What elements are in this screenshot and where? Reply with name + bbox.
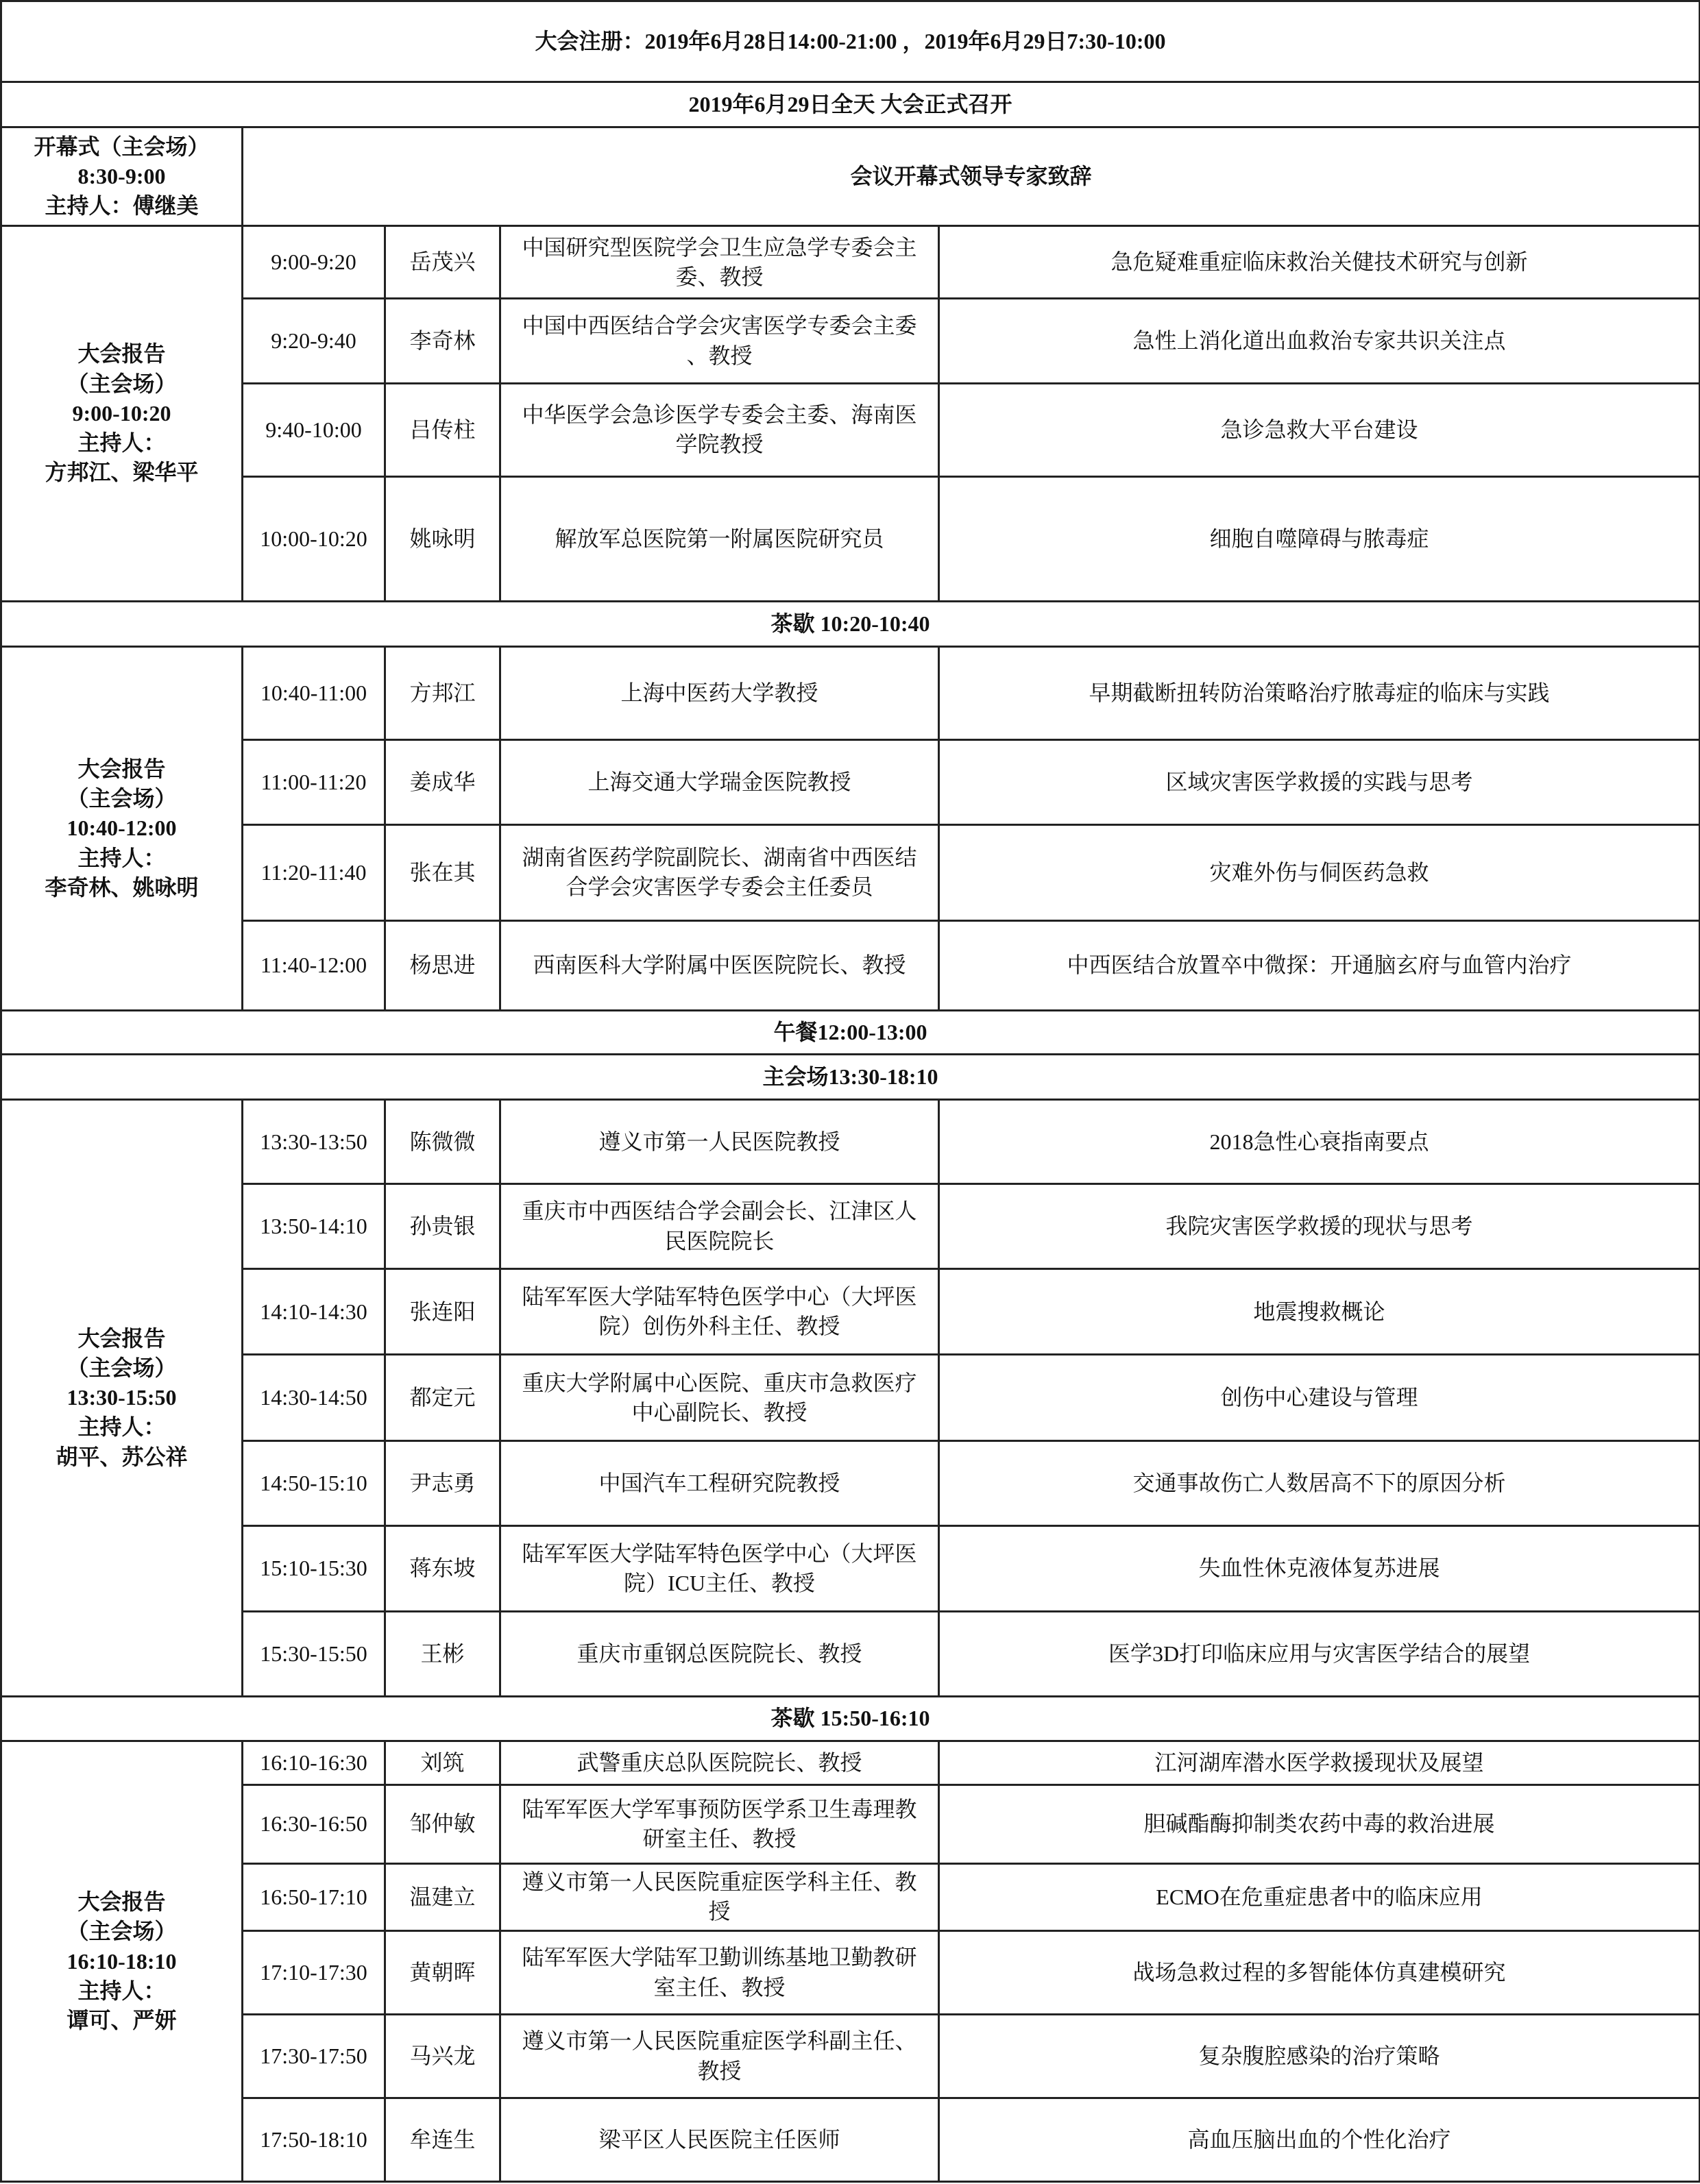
talk-time: 15:10-15:30 — [243, 1525, 385, 1612]
talk-speaker: 杨思进 — [385, 920, 500, 1011]
talk-speaker: 黄朝晖 — [385, 1931, 500, 2015]
talk-affiliation — [500, 1612, 939, 1697]
talk-time: 17:30-17:50 — [243, 2014, 385, 2098]
text-line: 湖南省医药学院副院长、湖南省中西医结 — [522, 845, 917, 870]
talk-time: 9:00-9:20 — [243, 226, 385, 299]
talk-speaker: 尹志勇 — [385, 1441, 500, 1526]
talk-row — [1, 646, 1700, 740]
text-line: 大会报告 — [77, 1325, 166, 1351]
text-line: 陆军军医大学陆军卫勤训练基地卫勤教研 — [522, 1945, 917, 1970]
talk-time: 14:30-14:50 — [243, 1355, 385, 1441]
talk-row — [1, 1612, 1700, 1697]
talk-affiliation — [500, 824, 939, 920]
text-line: 西南医科大学附属中医医院院长、教授 — [533, 953, 906, 978]
text-line: 学院教授 — [675, 432, 764, 457]
talk-affiliation — [500, 1184, 939, 1269]
talk-speaker: 温建立 — [385, 1863, 500, 1931]
talk-title: 失血性休克液体复苏进展 — [939, 1525, 1700, 1612]
text-line: 合学会灾害医学专委会主任委员 — [566, 874, 873, 900]
talk-affiliation — [500, 2014, 939, 2098]
talk-speaker: 刘筑 — [385, 1741, 500, 1785]
text-line: 大会报告 — [77, 756, 166, 781]
talk-time: 14:50-15:10 — [243, 1441, 385, 1526]
text-line: 中国中西医结合学会灾害医学专委会主委 — [522, 313, 917, 339]
talk-time: 13:30-13:50 — [243, 1099, 385, 1184]
talk-title: 高血压脑出血的个性化治疗 — [939, 2098, 1700, 2182]
text-line: 陆军军医大学军事预防医学系卫生毒理教 — [522, 1796, 917, 1821]
talk-time: 9:40-10:00 — [243, 383, 385, 476]
text-line: 胡平、苏公祥 — [56, 1444, 188, 1469]
talk-affiliation — [500, 1931, 939, 2015]
talk-speaker: 牟连生 — [385, 2098, 500, 2182]
talk-speaker: 蒋东坡 — [385, 1525, 500, 1612]
talk-title: ECMO在危重症患者中的临床应用 — [939, 1863, 1700, 1931]
talk-affiliation — [500, 646, 939, 740]
talk-row — [1, 226, 1700, 299]
day-title-banner: 2019年6月29日全天 大会正式召开 — [1, 82, 1700, 127]
talk-time: 9:20-9:40 — [243, 299, 385, 384]
text-line: 上海中医药大学教授 — [620, 680, 818, 705]
talk-row — [1, 1184, 1700, 1269]
talk-row — [1, 920, 1700, 1011]
session-host-cell — [1, 226, 243, 602]
host-line: 主持人：傅继美 — [45, 193, 199, 219]
talk-title: 创伤中心建设与管理 — [939, 1355, 1700, 1441]
talk-speaker: 邹仲敏 — [385, 1785, 500, 1863]
text-line: 13:30-15:50 — [66, 1385, 177, 1410]
text-line: 上海交通大学瑞金医院教授 — [587, 770, 851, 795]
talk-time: 10:40-11:00 — [243, 646, 385, 740]
talk-affiliation — [500, 1355, 939, 1441]
session-host-cell — [1, 646, 243, 1011]
session-host-cell — [1, 1099, 243, 1696]
talk-title: 急性上消化道出血救治专家共识关注点 — [939, 299, 1700, 384]
break-row — [1, 1011, 1700, 1055]
talk-row — [1, 299, 1700, 384]
text-line: 中国研究型医院学会卫生应急学专委会主 — [522, 234, 917, 260]
break-row — [1, 1055, 1700, 1100]
text-line: 遵义市第一人民医院教授 — [598, 1129, 840, 1154]
text-line: 院）创伤外科主任、教授 — [598, 1314, 840, 1339]
talk-speaker: 岳茂兴 — [385, 226, 500, 299]
text-line: 10:40-12:00 — [66, 815, 177, 841]
registration-banner: 大会注册：2019年6月28日14:00-21:00 ，2019年6月29日7:30-10:00 — [1, 1, 1700, 82]
text-line: （主会场） — [66, 1355, 177, 1380]
talk-affiliation — [500, 1525, 939, 1612]
talk-row — [1, 383, 1700, 476]
talk-affiliation — [500, 226, 939, 299]
text-line: 陆军军医大学陆军特色医学中心（大坪医 — [522, 1284, 917, 1309]
talk-title: 灾难外伤与侗医药急救 — [939, 824, 1700, 920]
talk-speaker: 姜成华 — [385, 740, 500, 825]
talk-time: 17:50-18:10 — [243, 2098, 385, 2182]
talk-row — [1, 1931, 1700, 2015]
talk-speaker: 马兴龙 — [385, 2014, 500, 2098]
break-row — [1, 601, 1700, 646]
text-line: 中华医学会急诊医学专委会主委、海南医 — [522, 402, 917, 428]
registration-row — [1, 1, 1700, 82]
talk-title: 交通事故伤亡人数居高不下的原因分析 — [939, 1441, 1700, 1526]
talk-title: 我院灾害医学救援的现状与思考 — [939, 1184, 1700, 1269]
text-line: （主会场） — [66, 371, 177, 396]
break-row — [1, 1696, 1700, 1741]
text-line: 中心副院长、教授 — [631, 1399, 807, 1425]
talk-affiliation — [500, 1268, 939, 1355]
session-host-cell — [1, 1741, 243, 2182]
text-line: 委、教授 — [675, 264, 764, 289]
talk-title: 细胞自噬障碍与脓毒症 — [939, 476, 1700, 601]
talk-affiliation — [500, 740, 939, 825]
talk-speaker: 都定元 — [385, 1355, 500, 1441]
talk-row — [1, 740, 1700, 825]
talk-affiliation — [500, 1441, 939, 1526]
talk-affiliation — [500, 1785, 939, 1863]
text-line: 中国汽车工程研究院教授 — [598, 1470, 840, 1495]
text-line: 重庆市重钢总医院院长、教授 — [576, 1641, 862, 1666]
text-line: 授 — [708, 1899, 731, 1924]
talk-row — [1, 1863, 1700, 1931]
break-banner-lunch: 午餐12:00-13:00 — [1, 1011, 1700, 1055]
talk-row — [1, 824, 1700, 920]
text-line: 方邦江、梁华平 — [45, 460, 199, 485]
talk-affiliation — [500, 383, 939, 476]
break-banner-tea1: 茶歇 10:20-10:40 — [1, 601, 1700, 646]
talk-row — [1, 1525, 1700, 1612]
talk-row — [1, 1785, 1700, 1863]
talk-row — [1, 1741, 1700, 1785]
host-line: 开幕式（主会场） — [34, 134, 210, 159]
text-line: 遵义市第一人民医院重症医学科主任、教 — [522, 1869, 917, 1895]
talk-speaker: 李奇林 — [385, 299, 500, 384]
text-line: 民医院院长 — [664, 1228, 775, 1253]
text-line: 9:00-10:20 — [72, 400, 171, 426]
text-line: 谭可、严妍 — [66, 2008, 177, 2033]
talk-row — [1, 1268, 1700, 1355]
talk-title: 区域灾害医学救援的实践与思考 — [939, 740, 1700, 825]
talk-time: 13:50-14:10 — [243, 1184, 385, 1269]
talk-row — [1, 1099, 1700, 1184]
text-line: 大会报告 — [77, 1889, 166, 1915]
talk-speaker: 王彬 — [385, 1612, 500, 1697]
break-banner-tea2: 茶歇 15:50-16:10 — [1, 1696, 1700, 1741]
talk-time: 16:10-16:30 — [243, 1741, 385, 1785]
opening-host-cell — [1, 127, 243, 226]
talk-row — [1, 476, 1700, 601]
text-line: 重庆大学附属中心医院、重庆市急救医疗 — [522, 1370, 917, 1395]
text-line: （主会场） — [66, 786, 177, 811]
talk-title: 医学3D打印临床应用与灾害医学结合的展望 — [939, 1612, 1700, 1697]
opening-row — [1, 127, 1700, 226]
text-line: 、教授 — [686, 343, 753, 368]
text-line: 主持人： — [77, 1414, 166, 1440]
text-line: 室主任、教授 — [653, 1974, 786, 2000]
talk-title: 急诊急救大平台建设 — [939, 383, 1700, 476]
talk-speaker: 陈微微 — [385, 1099, 500, 1184]
talk-speaker: 张连阳 — [385, 1268, 500, 1355]
talk-time: 11:00-11:20 — [243, 740, 385, 825]
talk-time: 15:30-15:50 — [243, 1612, 385, 1697]
opening-content: 会议开幕式领导专家致辞 — [243, 127, 1700, 226]
talk-time: 17:10-17:30 — [243, 1931, 385, 2015]
text-line: 主持人： — [77, 430, 166, 456]
text-line: 研室主任、教授 — [642, 1826, 797, 1851]
talk-row — [1, 1441, 1700, 1526]
talk-row — [1, 2014, 1700, 2098]
talk-time: 10:00-10:20 — [243, 476, 385, 601]
talk-title: 急危疑难重症临床救治关健技术研究与创新 — [939, 226, 1700, 299]
talk-affiliation — [500, 299, 939, 384]
talk-speaker: 张在其 — [385, 824, 500, 920]
text-line: 主持人： — [77, 845, 166, 870]
talk-title: 中西医结合放置卒中微探：开通脑玄府与血管内治疗 — [939, 920, 1700, 1011]
text-line: 武警重庆总队医院院长、教授 — [576, 1750, 862, 1776]
day-title-row — [1, 82, 1700, 127]
break-banner-afternoon: 主会场13:30-18:10 — [1, 1055, 1700, 1100]
text-line: 解放军总医院第一附属医院研究员 — [555, 526, 884, 551]
talk-time: 11:40-12:00 — [243, 920, 385, 1011]
text-line: 陆军军医大学陆军特色医学中心（大坪医 — [522, 1541, 917, 1566]
talk-title: 复杂腹腔感染的治疗策略 — [939, 2014, 1700, 2098]
talk-speaker: 方邦江 — [385, 646, 500, 740]
talk-row — [1, 1355, 1700, 1441]
talk-time: 11:20-11:40 — [243, 824, 385, 920]
talk-title: 2018急性心衰指南要点 — [939, 1099, 1700, 1184]
text-line: 遵义市第一人民医院重症医学科副主任、 — [522, 2028, 917, 2054]
talk-speaker: 孙贵银 — [385, 1184, 500, 1269]
text-line: （主会场） — [66, 1919, 177, 1944]
text-line: 大会报告 — [77, 341, 166, 367]
talk-affiliation — [500, 1741, 939, 1785]
talk-affiliation — [500, 2098, 939, 2182]
host-line: 8:30-9:00 — [77, 164, 166, 189]
talk-title: 江河湖库潜水医学救援现状及展望 — [939, 1741, 1700, 1785]
talk-speaker: 吕传柱 — [385, 383, 500, 476]
talk-time: 14:10-14:30 — [243, 1268, 385, 1355]
text-line: 教授 — [697, 2058, 742, 2083]
text-line: 李奇林、姚咏明 — [45, 874, 199, 900]
talk-affiliation — [500, 920, 939, 1011]
talk-time: 16:50-17:10 — [243, 1863, 385, 1931]
talk-title: 早期截断扭转防治策略治疗脓毒症的临床与实践 — [939, 646, 1700, 740]
talk-speaker: 姚咏明 — [385, 476, 500, 601]
text-line: 重庆市中西医结合学会副会长、江津区人 — [522, 1199, 917, 1224]
text-line: 院）ICU主任、教授 — [623, 1570, 816, 1595]
text-line: 梁平区人民医院主任医师 — [598, 2127, 840, 2152]
talk-title: 胆碱酯酶抑制类农药中毒的救治进展 — [939, 1785, 1700, 1863]
talk-title: 地震搜救概论 — [939, 1268, 1700, 1355]
talk-affiliation — [500, 1863, 939, 1931]
talk-affiliation — [500, 476, 939, 601]
talk-title: 战场急救过程的多智能体仿真建模研究 — [939, 1931, 1700, 2015]
talk-row — [1, 2098, 1700, 2182]
talk-affiliation — [500, 1099, 939, 1184]
text-line: 16:10-18:10 — [66, 1948, 177, 1974]
text-line: 主持人： — [77, 1978, 166, 2003]
talk-time: 16:30-16:50 — [243, 1785, 385, 1863]
